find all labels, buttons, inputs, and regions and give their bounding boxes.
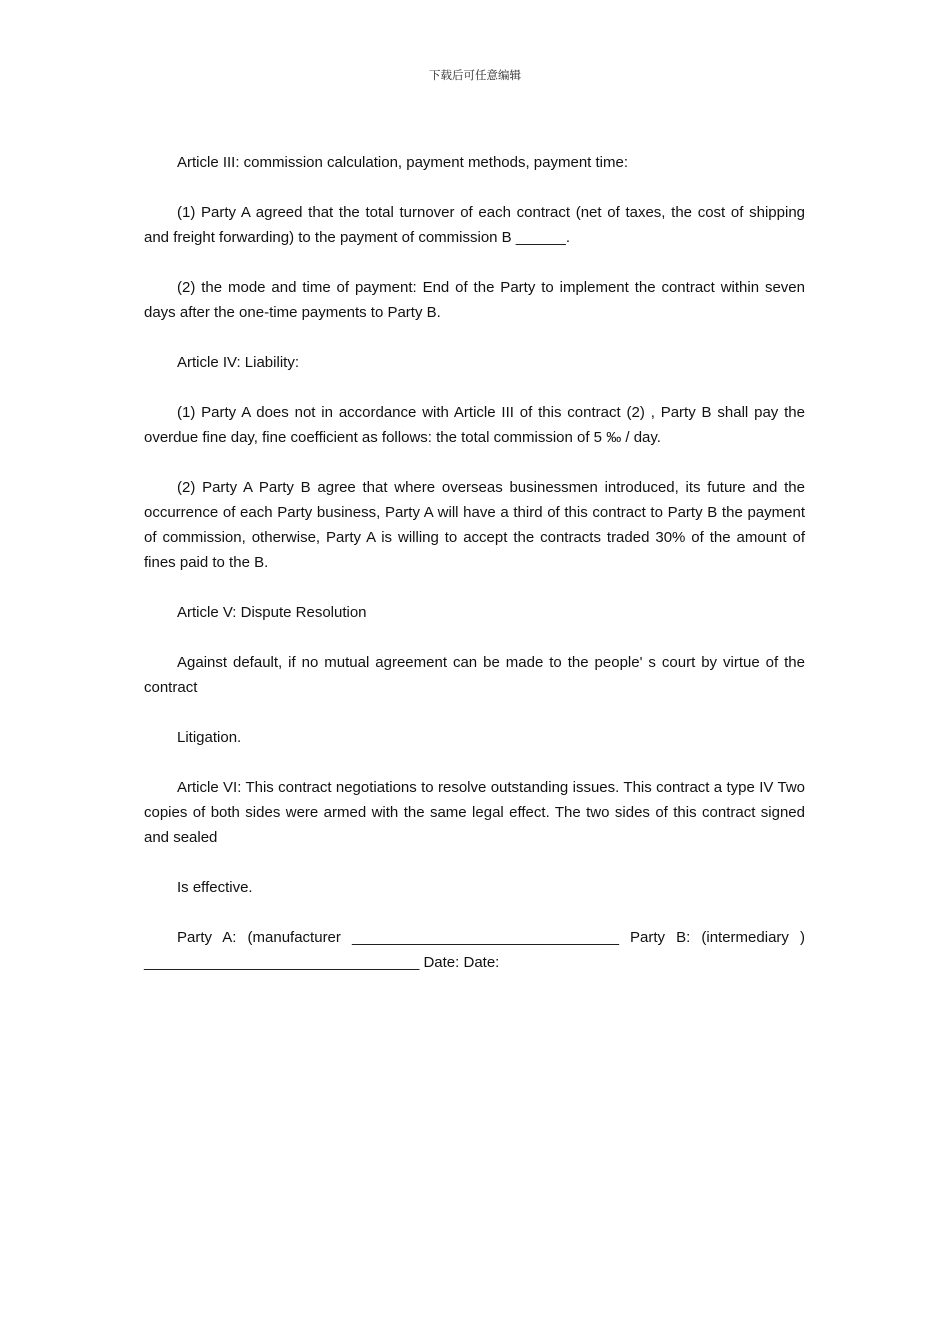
article-3-clause-1: (1) Party A agreed that the total turnover of each contract (net of taxes, the cost of shipping and freight forwarding) to the payment of commission B ______. xyxy=(144,204,805,246)
article-5-continuation: Litigation. xyxy=(177,729,242,746)
article-4-clause-1: (1) Party A does not in accordance with Article III of this contract (2) , Party B shall pay the overdue fine day, fine coefficient as follows: the total commission of 5 ‰ / day. xyxy=(144,404,805,446)
article-5-text: Against default, if no mutual agreement can be made to the people' s court by virtue of the contract xyxy=(144,654,805,696)
article-5-heading: Article V: Dispute Resolution xyxy=(177,604,367,621)
article-6-continuation: Is effective. xyxy=(177,879,253,896)
page-header: 下载后可任意编辑 xyxy=(429,68,521,82)
signature-block: Party A: (manufacturer ________________________________ Party B: (intermediary ) _________________________________ Date: Date: xyxy=(144,929,805,971)
article-4-heading: Article IV: Liability: xyxy=(177,354,299,371)
article-6-text: Article VI: This contract negotiations to resolve outstanding issues. This contract a type IV Two copies of both sides were armed with the same legal effect. The two sides of this contract signed and sealed xyxy=(144,779,805,846)
article-3-clause-2: (2) the mode and time of payment: End of the Party to implement the contract within seven days after the one-time payments to Party B. xyxy=(144,279,805,321)
document-body xyxy=(144,150,805,975)
article-4-clause-2: (2) Party A Party B agree that where overseas businessmen introduced, its future and the occurrence of each Party business, Party A will have a third of this contract to Party B the payment of commission, otherwise, Party A is willing to accept the contracts traded 30% of the amount of fines paid to the B. xyxy=(144,479,805,571)
article-3-heading: Article III: commission calculation, payment methods, payment time: xyxy=(177,154,629,171)
